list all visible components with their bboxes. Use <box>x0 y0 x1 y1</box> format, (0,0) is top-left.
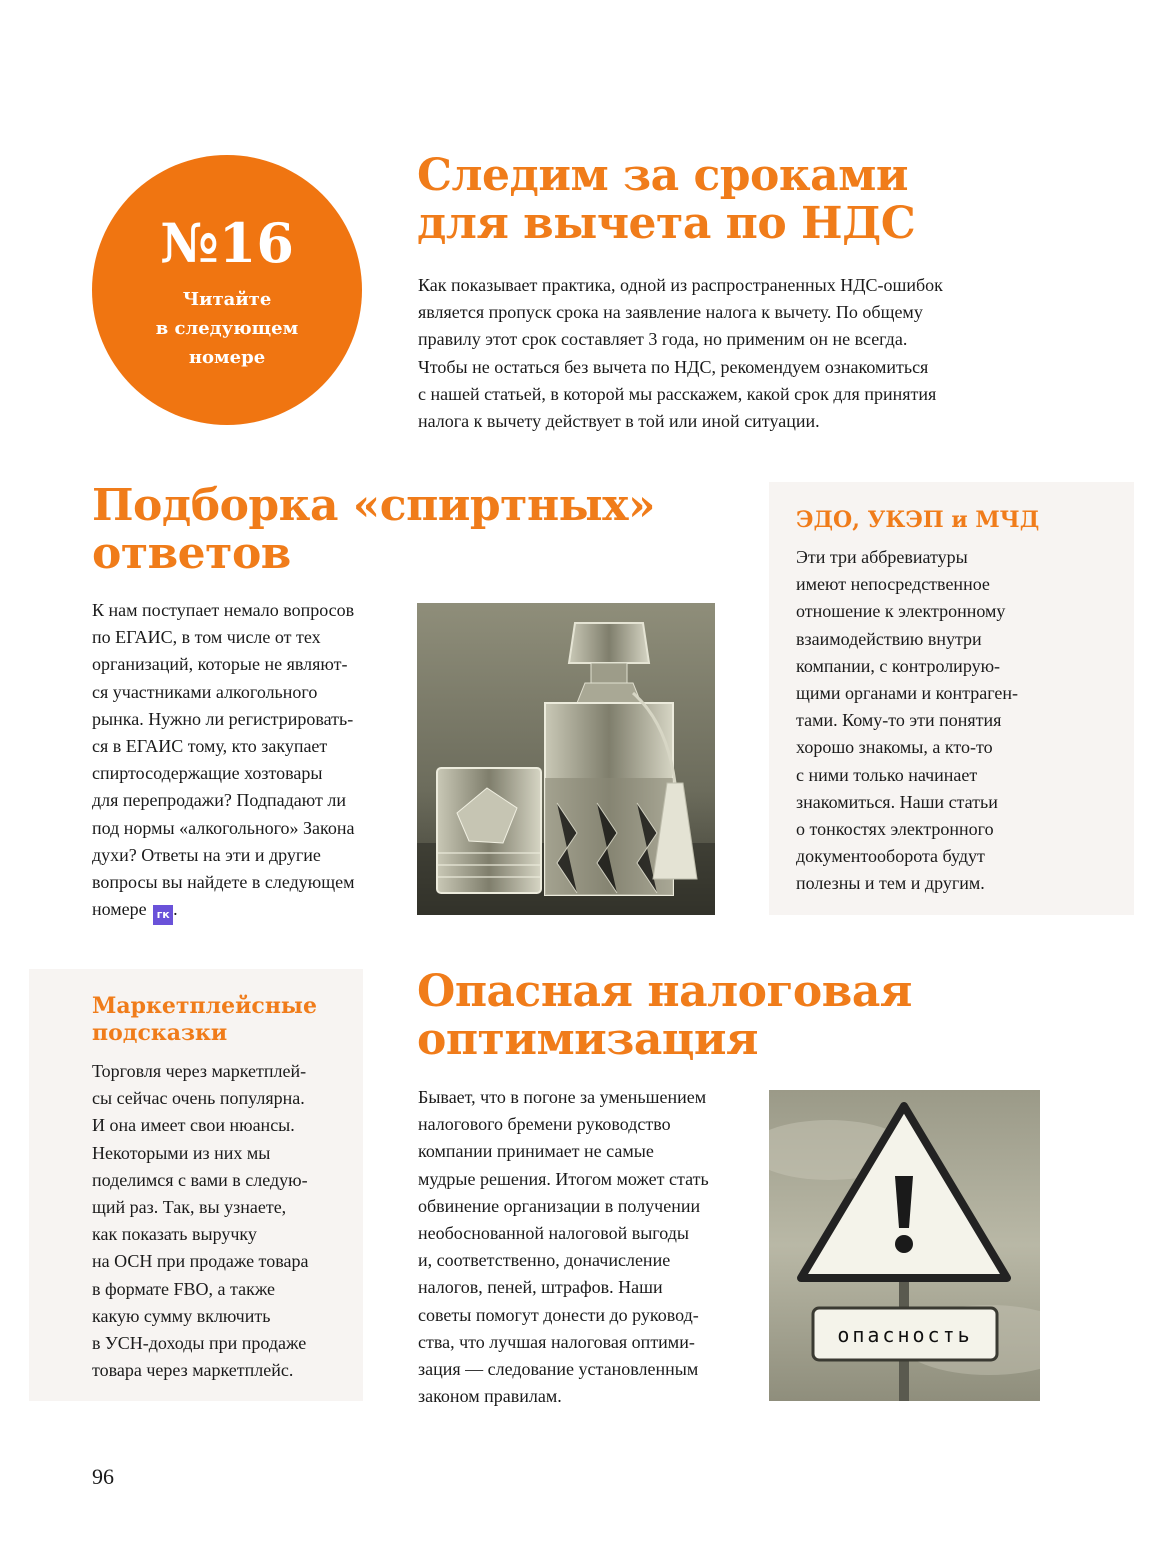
nds-body-line: правилу этот срок составляет 3 года, но применим он не всегда. <box>418 329 908 350</box>
edo-body-line: имеют непосредственное <box>796 574 990 595</box>
marketplace-body-line: сы сейчас очень популярна. <box>92 1088 305 1109</box>
warning-sign-photo <box>769 1090 1040 1401</box>
spirits-body <box>92 597 402 925</box>
marketplace-body-line: щий раз. Так, вы узнаете, <box>92 1197 287 1218</box>
nds-body <box>418 272 1058 435</box>
spirits-headline-line: ответов <box>92 528 291 579</box>
nds-body-line: налога к вычету действует в той или иной ситуации. <box>418 411 820 432</box>
spirits-body-line: К нам поступает немало вопросов <box>92 600 355 620</box>
nds-body-line: Как показывает практика, одной из распространенных НДС-ошибок <box>418 275 943 295</box>
spirits-body-line: ся в ЕГАИС тому, кто закупает <box>92 736 328 757</box>
edo-body-line: знакомиться. Наши статьи <box>796 791 998 812</box>
edo-body-line: документооборота будут <box>796 846 985 867</box>
spirits-body-line: рынка. Нужно ли регистрировать- <box>92 708 354 729</box>
marketplace-sidebar-box <box>29 969 363 1401</box>
marketplace-body-line: на ОСН при продаже товара <box>92 1251 309 1272</box>
tax-headline-line: Опасная налоговая <box>417 966 912 1017</box>
nds-headline <box>417 152 915 248</box>
marketplace-title <box>92 993 317 1047</box>
tax-headline <box>417 968 912 1064</box>
tax-body-line: советы помогут донести до руковод- <box>418 1304 699 1325</box>
marketplace-body-line: поделимся с вами в следую- <box>92 1169 308 1190</box>
marketplace-body-line: товара через маркетплейс. <box>92 1360 294 1381</box>
issue-circle-caption <box>92 285 362 372</box>
spirits-last-punct: . <box>173 899 178 920</box>
marketplace-body-line: И она имеет свои нюансы. <box>92 1115 295 1136</box>
edo-body-line: взаимодействию внутри <box>796 628 982 649</box>
marketplace-title-line: подсказки <box>92 1020 228 1046</box>
marketplace-title-line: Маркетплейсные <box>92 993 317 1019</box>
tax-body-line: компании принимает не самые <box>418 1141 654 1162</box>
edo-title: ЭДО, УКЭП и МЧД <box>796 507 1040 533</box>
tax-body-line: и, соответственно, доначисление <box>418 1250 671 1271</box>
tax-body-line: ства, что лучшая налоговая оптими- <box>418 1331 695 1352</box>
gk-logo-badge: гк <box>153 905 173 925</box>
spirits-body-line: ся участниками алкогольного <box>92 681 318 702</box>
marketplace-body-line: в УСН-доходы при продаже <box>92 1333 307 1354</box>
page-number: 96 <box>92 1464 114 1489</box>
spirits-article <box>92 482 655 578</box>
marketplace-body-line: Некоторыми из них мы <box>92 1142 271 1163</box>
spirits-body-line: по ЕГАИС, в том числе от тех <box>92 627 321 648</box>
issue-circle-badge <box>92 155 362 425</box>
edo-body-line: тами. Кому-то эти понятия <box>796 710 1002 731</box>
sign-text: опасность <box>837 1323 973 1347</box>
warning-sign-illustration <box>769 1090 1040 1401</box>
edo-body-line: компании, с контролирую- <box>796 655 1001 676</box>
tax-body-line: налогового бремени руководство <box>418 1114 671 1135</box>
spirits-body-line: организаций, которые не являют- <box>92 654 348 675</box>
nds-headline-line: Следим за сроками <box>417 150 908 201</box>
tax-body-line: законом правилам. <box>418 1386 562 1407</box>
issue-caption-line: в следующем <box>155 318 299 339</box>
nds-body-line: является пропуск срока на заявление налога к вычету. По общему <box>418 302 923 323</box>
issue-number: №16 <box>160 211 294 275</box>
spirits-body-line: для перепродажи? Подпадают ли <box>92 790 346 811</box>
spirits-body-line: духи? Ответы на эти и другие <box>92 844 321 865</box>
tax-body-line: обвинение организации в получении <box>418 1195 701 1216</box>
edo-body-line: отношение к электронному <box>796 601 1006 622</box>
issue-caption-line: номере <box>188 347 266 368</box>
issue-caption-line: Читайте <box>182 289 272 310</box>
tax-body <box>418 1084 758 1410</box>
spirits-headline-line: Подборка «спиртных» <box>92 480 655 531</box>
marketplace-body-line: в формате FBO, а также <box>92 1278 276 1299</box>
tax-body-line: зация — следование установленным <box>418 1359 699 1380</box>
tax-body-line: необоснованной налоговой выгоды <box>418 1223 689 1244</box>
marketplace-body-line: Торговля через маркетплей- <box>92 1061 307 1081</box>
spirits-body-line <box>92 896 402 925</box>
spirits-body-line: под нормы «алкогольного» Закона <box>92 817 355 838</box>
nds-body-line: Чтобы не остаться без вычета по НДС, рекомендуем ознакомиться <box>418 356 929 377</box>
spirits-last-word: номере <box>92 899 147 920</box>
marketplace-body <box>92 1058 362 1384</box>
edo-body-line: о тонкостях электронного <box>796 819 994 840</box>
tax-article <box>417 968 912 1064</box>
spirits-body-line: спиртосодержащие хозтовары <box>92 763 323 784</box>
edo-body-line: с ними только начинает <box>796 764 978 785</box>
decanter-photo <box>417 603 715 915</box>
tax-body-line: Бывает, что в погоне за уменьшением <box>418 1087 707 1107</box>
edo-body <box>796 544 1126 898</box>
marketplace-body-line: как показать выручку <box>92 1224 257 1245</box>
tax-body-line: налогов, пеней, штрафов. Наши <box>418 1277 663 1298</box>
edo-body-line: щими органами и контраген- <box>796 683 1018 704</box>
edo-sidebar-box <box>769 482 1134 915</box>
tax-headline-line: оптимизация <box>417 1014 759 1065</box>
edo-body-line: Эти три аббревиатуры <box>796 547 968 567</box>
tax-body-line: мудрые решения. Итогом может стать <box>418 1168 709 1189</box>
nds-article <box>417 152 915 248</box>
edo-body-line: хорошо знакомы, а кто-то <box>796 737 993 758</box>
spirits-body-line: вопросы вы найдете в следующем <box>92 872 355 893</box>
nds-headline-line: для вычета по НДС <box>417 198 916 249</box>
nds-body-line: с нашей статьей, в которой мы расскажем, какой срок для принятия <box>418 383 937 404</box>
decanter-illustration <box>417 603 715 915</box>
spirits-headline <box>92 482 655 578</box>
edo-body-line: полезны и тем и другим. <box>796 873 985 894</box>
marketplace-body-line: какую сумму включить <box>92 1305 271 1326</box>
